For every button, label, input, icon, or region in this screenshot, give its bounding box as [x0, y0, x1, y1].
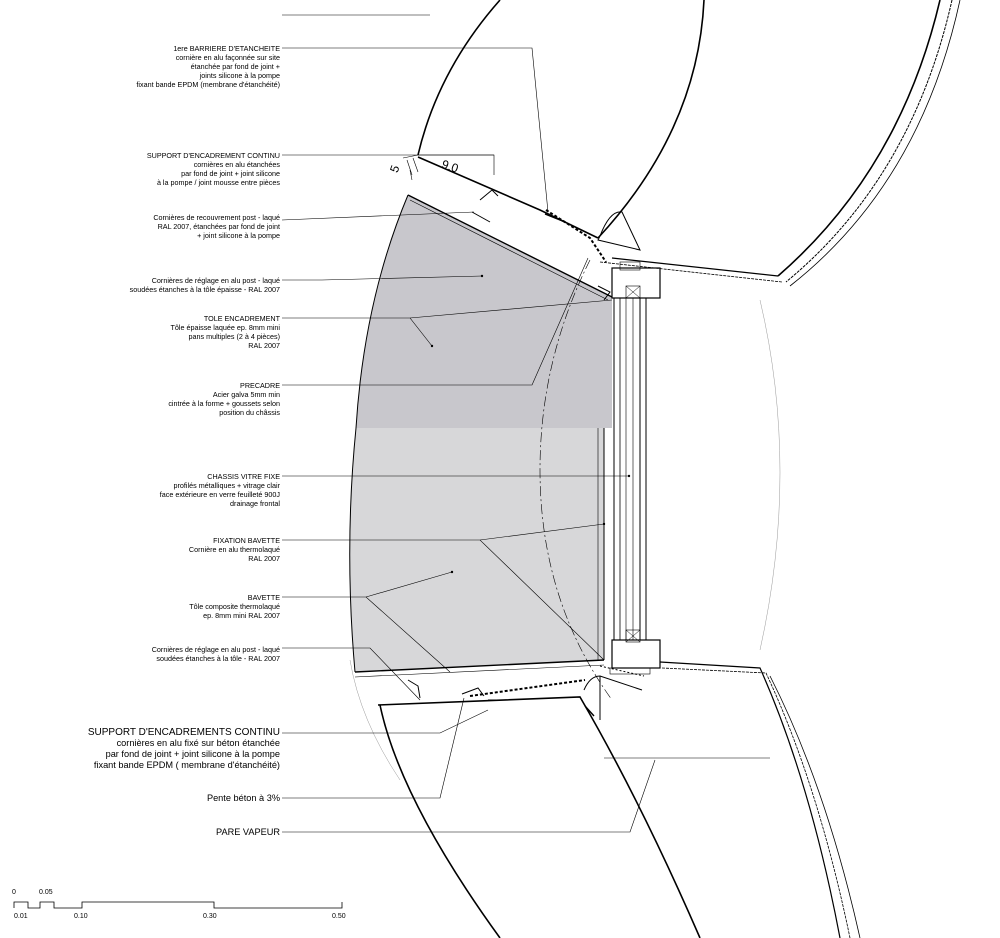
- width-dimension: 9.0: [439, 157, 461, 176]
- chassis-frame: [610, 262, 660, 674]
- lower-wall: [378, 662, 860, 938]
- label-support-encadrements: SUPPORT D'ENCADREMENTS CONTINU cornières en alu fixé sur béton étanchée par fond de joint + joint silicone à la pompe fixant bande EPDM ( membrane d'étanchéité): [87, 727, 280, 770]
- scale-label-0-10: 0.10: [74, 913, 88, 920]
- label-fixation-bavette: FIXATION BAVETTE Cornière en alu thermolaqué RAL 2007: [188, 536, 280, 563]
- label-chassis: CHASSIS VITRE FIXE profilés métalliques + vitrage clair face extérieure en verre feuilleté 900J drainage frontal: [159, 472, 280, 508]
- height-dimension: 5: [387, 163, 403, 175]
- label-bavette: BAVETTE Tôle composite thermolaqué ep. 8mm mini RAL 2007: [189, 593, 280, 620]
- scale-bar: [14, 902, 342, 908]
- scale-label-0-30: 0.30: [203, 913, 217, 920]
- label-pente-beton: Pente béton à 3%: [206, 793, 280, 803]
- label-support-encadrement: SUPPORT D'ENCADREMENT CONTINU cornières en alu étanchées par fond de joint + joint silicone à la pompe / joint mousse entre pièces: [146, 151, 280, 187]
- label-cornieres-recouvrement: Cornières de recouvrement post - laqué RAL 2007, étanchées par fond de joint + joint silicone à la pompe: [153, 213, 280, 240]
- label-tole-encadrement: TOLE ENCADREMENT Tôle épaisse laquée ep. 8mm mini pans multiples (2 à 4 pièces) RAL 2007: [170, 314, 280, 350]
- scale-label-0-05: 0.05: [39, 889, 53, 896]
- scale-label-0-01: 0.01: [14, 913, 28, 920]
- bavette-panel: [350, 428, 604, 672]
- label-barriere: 1ere BARRIERE D'ETANCHEITE cornière en alu façonnée sur site étanchée par fond de joint + joints silicone à la pompe fixant bande EPDM (membrane d'étanchéité): [136, 44, 280, 89]
- label-precadre: PRECADRE Acier galva 5mm min cintrée à la forme + goussets selon position du châssis: [168, 381, 280, 417]
- label-cornieres-reglage-bottom: Cornières de réglage en alu post - laqué soudées étanches à la tôle - RAL 2007: [151, 645, 280, 663]
- label-cornieres-reglage-top: Cornières de réglage en alu post - laqué soudées étanches à la tôle épaisse - RAL 2007: [129, 276, 280, 294]
- scale-label-0: 0: [12, 889, 16, 896]
- label-pare-vapeur: PARE VAPEUR: [216, 827, 280, 837]
- scale-label-0-50: 0.50: [332, 913, 346, 920]
